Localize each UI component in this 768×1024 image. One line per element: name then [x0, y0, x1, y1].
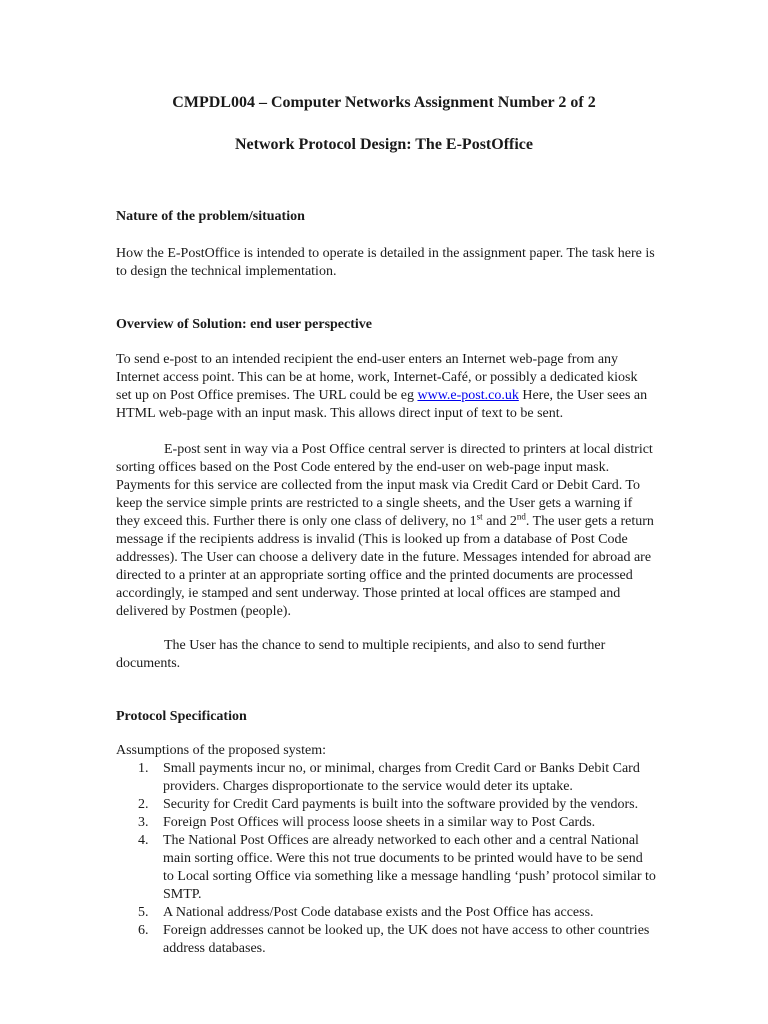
list-item	[116, 796, 656, 814]
overview-p2-text-2: . The user gets a return message if the recipients address is invalid (This is looked up from a database of Post Code addresses). The User can choose a delivery date in the future. Messages intended for abroad are directed to a printer at an appropriate sorting office and the printed documents are processed accordingly, ie stamped and sent underway. Those printed at local offices are stamped and delivered by Postmen (people).	[116, 514, 654, 619]
list-item-text: Foreign Post Offices will process loose sheets in a similar way to Post Cards.	[163, 815, 596, 830]
section-heading-nature: Nature of the problem/situation	[116, 209, 305, 224]
list-item-number: 2.	[138, 797, 149, 812]
document-title: CMPDL004 – Computer Networks Assignment Number 2 of 2	[172, 94, 596, 111]
section-heading-protocol: Protocol Specification	[116, 709, 247, 724]
overview-paragraph-3: The User has the chance to send to multiple recipients, and also to send further documents.	[116, 638, 606, 671]
superscript-st: st	[476, 511, 483, 522]
list-item	[116, 760, 656, 796]
list-item-number: 4.	[138, 833, 149, 848]
list-item-number: 6.	[138, 923, 149, 938]
url-link[interactable]: www.e-post.co.uk	[417, 388, 519, 403]
list-item-text: A National address/Post Code database exists and the Post Office has access.	[163, 905, 594, 920]
superscript-nd: nd	[516, 511, 526, 522]
list-item	[116, 922, 656, 958]
assumptions-list	[116, 760, 656, 958]
document-subtitle: Network Protocol Design: The E-PostOffice	[234, 136, 533, 153]
overview-paragraph-1	[116, 351, 656, 423]
list-item-number: 5.	[138, 905, 149, 920]
list-item-number: 1.	[138, 761, 149, 776]
list-item-text: The National Post Offices are already networked to each other and a central National main sorting office. Were this not true documents to be printed would have to be send to Local sorting Office via something like a message handling ‘push’ protocol similar to SMTP.	[163, 833, 656, 902]
list-item	[116, 814, 656, 832]
list-item	[116, 832, 656, 904]
list-item-text: Security for Credit Card payments is built into the software provided by the vendors.	[163, 797, 639, 812]
overview-p2-text-1: E-post sent in way via a Post Office central server is directed to printers at local district sorting offices based on the Post Code entered by the end-user on web-page input mask. Payments for this service are collected from the input mask via Credit Card or Debit Card. To keep the service simple prints are restricted to a single sheets, and the User gets a warning if they exceed this. Further there is only one class of delivery, no 1	[116, 442, 653, 529]
section-paragraph-nature: How the E-PostOffice is intended to operate is detailed in the assignment paper. The task here is to design the technical implementation.	[116, 246, 655, 279]
overview-p1-text-before: To send e-post to an intended recipient the end-user enters an Internet web-page from any Internet access point. This can be at home, work, Internet-Café, or possibly a dedicated kiosk set up on Post Office premises. The URL could be eg	[116, 352, 638, 403]
list-item	[116, 904, 656, 922]
overview-p1-text-after: Here, the User sees an HTML web-page with an input mask. This allows direct input of text to be sent.	[116, 388, 648, 421]
list-item-text: Small payments incur no, or minimal, charges from Credit Card or Banks Debit Card providers. Charges disproportionate to the service would deter its uptake.	[163, 761, 640, 794]
overview-p2-and: and 2	[482, 514, 517, 529]
list-item-number: 3.	[138, 815, 149, 830]
overview-paragraph-2	[116, 441, 656, 621]
list-item-text: Foreign addresses cannot be looked up, the UK does not have access to other countries address databases.	[163, 923, 650, 956]
section-heading-overview: Overview of Solution: end user perspective	[116, 317, 372, 332]
assumptions-intro: Assumptions of the proposed system:	[116, 743, 326, 758]
